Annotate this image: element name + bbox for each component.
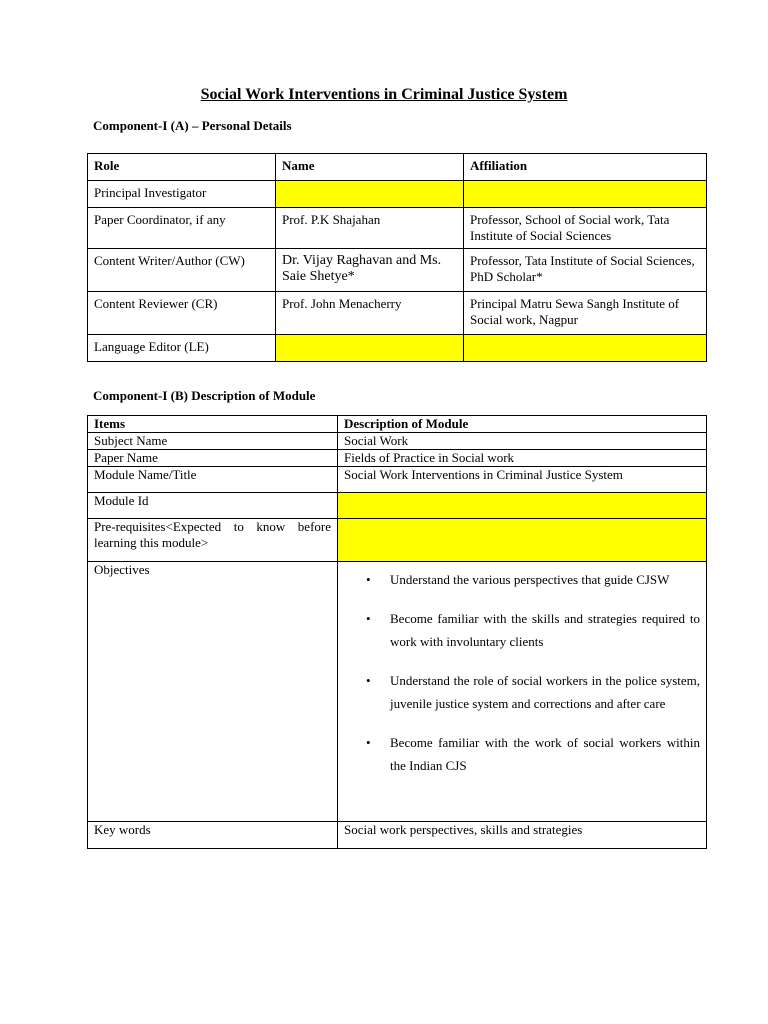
description-cell [338, 493, 707, 519]
description-cell: Social work perspectives, skills and strategies [338, 822, 707, 849]
table-row [88, 450, 707, 467]
module-description-table [87, 415, 707, 849]
item-cell: Key words [88, 822, 338, 849]
personal-details-table [87, 153, 707, 362]
table-row [88, 519, 707, 562]
table-row [88, 292, 707, 335]
name-cell [276, 335, 464, 362]
item-cell: Objectives [88, 562, 338, 822]
table-header-row [88, 154, 707, 181]
table-row [88, 208, 707, 249]
affiliation-cell: Professor, School of Social work, Tata Institute of Social Sciences [464, 208, 707, 249]
list-item: • Become familiar with the work of social workers within the Indian CJS [390, 731, 700, 777]
description-cell: Social Work Interventions in Criminal Justice System [338, 467, 707, 493]
affiliation-cell: Professor, Tata Institute of Social Sciences, PhD Scholar* [464, 249, 707, 292]
affiliation-cell [464, 181, 707, 208]
name-cell: Dr. Vijay Raghavan and Ms. Saie Shetye* [276, 249, 464, 292]
table-header-row [88, 416, 707, 433]
description-cell: Fields of Practice in Social work [338, 450, 707, 467]
role-cell: Content Reviewer (CR) [88, 292, 276, 335]
item-cell: Subject Name [88, 433, 338, 450]
item-cell: Paper Name [88, 450, 338, 467]
role-cell: Paper Coordinator, if any [88, 208, 276, 249]
table-row [88, 562, 707, 822]
role-cell: Principal Investigator [88, 181, 276, 208]
header-role: Role [88, 154, 276, 181]
role-cell: Content Writer/Author (CW) [88, 249, 276, 292]
item-cell: Module Name/Title [88, 467, 338, 493]
header-name: Name [276, 154, 464, 181]
list-item: • Understand the role of social workers in the police system, juvenile justice system and corrections and after care [390, 669, 700, 715]
table-row [88, 822, 707, 849]
header-description: Description of Module [338, 416, 707, 433]
component-a-heading: Component-I (A) – Personal Details [93, 118, 292, 133]
table-row [88, 181, 707, 208]
name-cell: Prof. P.K Shajahan [276, 208, 464, 249]
component-b-heading: Component-I (B) Description of Module [93, 388, 316, 403]
table-row [88, 249, 707, 292]
name-cell [276, 181, 464, 208]
document-title: Social Work Interventions in Criminal Justice System [200, 86, 568, 103]
objectives-list [344, 568, 700, 777]
affiliation-cell [464, 335, 707, 362]
affiliation-cell: Principal Matru Sewa Sangh Institute of Social work, Nagpur [464, 292, 707, 335]
list-item: • Become familiar with the skills and strategies required to work with involuntary clients [390, 607, 700, 653]
description-cell: Social Work [338, 433, 707, 450]
header-items: Items [88, 416, 338, 433]
header-affiliation: Affiliation [464, 154, 707, 181]
item-cell: Pre-requisites<Expected to know before learning this module> [88, 519, 338, 562]
name-cell: Prof. John Menacherry [276, 292, 464, 335]
table-row [88, 493, 707, 519]
table-row [88, 335, 707, 362]
table-row [88, 467, 707, 493]
description-cell [338, 519, 707, 562]
objectives-cell [338, 562, 707, 822]
list-item: • Understand the various perspectives that guide CJSW [390, 568, 700, 591]
table-row [88, 433, 707, 450]
role-cell: Language Editor (LE) [88, 335, 276, 362]
item-cell: Module Id [88, 493, 338, 519]
